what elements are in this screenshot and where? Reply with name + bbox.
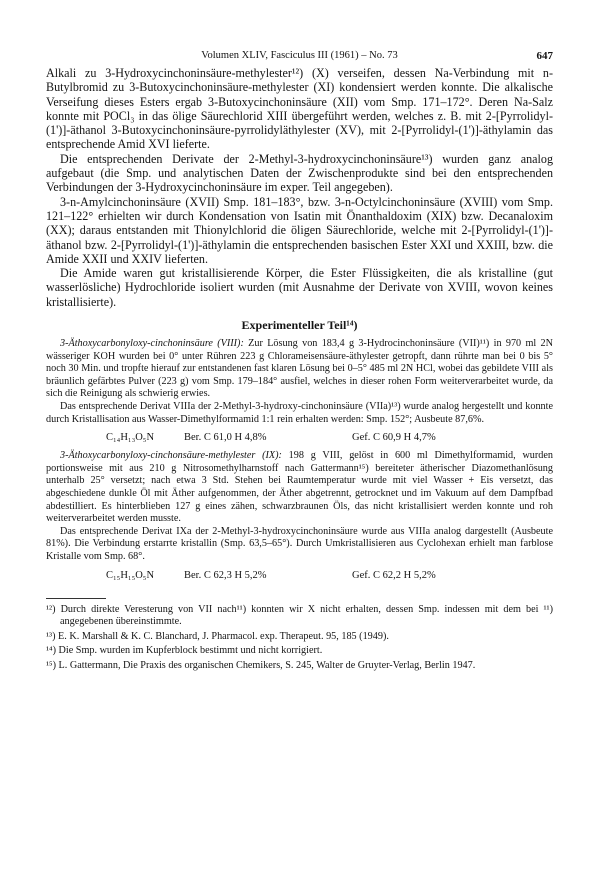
intro-paragraph-2: Die entsprechenden Derivate der 2-Methyl-3-hydroxycinchoninsäure¹³) wurden ganz analog aufgebaut (die Smp. und analytischen Daten der Zwischenprodukte sind bei den entsprechenden Verbindungen der 3-Hydroxycinchoninsäure im exper. Teil angegeben).: [46, 151, 553, 195]
experiment-paragraph-ixa: Das entsprechende Derivat IXa der 2-Methyl-3-hydroxycinchoninsäure wurde aus VIIIa analog dargestellt (Ausbeute 81%). Die Verbindung erstarrte kristallin (Smp. 63,5–65°). Durch Umkristallisieren aus Cyclohexan erhielt man farblose Kristalle vom Smp. 68°.: [46, 525, 553, 562]
analysis-formula-2: [46, 568, 553, 584]
formula-calculated: Ber. C 62,3 H 5,2%: [184, 569, 267, 581]
intro-paragraph-4: Die Amide waren gut kristallisierende Körper, die Ester Flüssigkeiten, die als kristalline (gut wasserlösliche) Hydrochloride isoliert wurden (mit Ausnahme der Derivate von XVIII, wovon keines kristallisierte).: [46, 266, 553, 309]
analysis-formula-1: [46, 430, 553, 446]
footnotes: [46, 592, 553, 673]
footnote-13: ¹³) E. K. Marshall & K. C. Blanchard, J. Pharmacol. exp. Therapeut. 95, 185 (1949).: [46, 630, 389, 642]
compound-title-viii: 3-Äthoxycarbonyloxy-cinchoninsäure (VIII):: [60, 338, 244, 350]
formula-found: Gef. C 60,9 H 4,7%: [352, 432, 436, 444]
footnote-12: ¹²) Durch direkte Veresterung von VII nach¹¹) konnten wir X nicht erhalten, dessen Smp. indessen mit dem bei ¹¹) angegebenen übereinstimmte.: [46, 603, 553, 628]
running-head-title: Volumen XLIV, Fasciculus III (1961) – No. 73: [201, 50, 398, 61]
experiment-paragraph-ix: [46, 450, 553, 526]
section-heading-experimental: Experimenteller Teil¹⁴): [241, 318, 358, 333]
intro-paragraph-3: 3-n-Amylcinchoninsäure (XVII) Smp. 181–183°, bzw. 3-n-Octylcinchoninsäure (XVIII) vom Smp. 121–122° erhielten wir durch Kondensation von Isatin mit Önanthaldoxim (XIX) bzw. Decanaloxim (XX); daraus entstanden mit Thionylchlorid die öligen Säurechloride, welche mit 2-[Pyrrolidyl-(1')]-äthanol bzw. 2-[Pyrrolidyl-(1')]-äthylamin die entsprechenden basischen Ester XXI und XXIII, bzw. die Amide XXII und XXIV lieferten.: [46, 194, 553, 266]
intro-paragraph-1: Alkali zu 3-Hydroxycinchoninsäure-methylester¹²) (X) verseifen, dessen Na-Verbindung mit n-Butylbromid zu 3-Butoxycinchoninsäure-methylester (XI) kondensiert werden konnte. Die alkalische Verseifung dieses Esters ergab 3-Butoxycinchoninsäure (XII) vom Smp. 171–172°. Deren Na-Salz konnte mit POCl₃ in das ölige Säurechlorid XIII übergeführt werden, welches z. B. mit 2-[Pyrrolidyl-(1')]-äthanol 3-Butoxycinchoninsäure-pyrrolidyläthylester (XV), mit 2-[Pyrrolidyl-(1')]-äthylamin das entsprechende Amid XVI lieferte.: [46, 66, 553, 152]
page-number: 647: [536, 50, 553, 62]
experiment-text-ix: 198 g VIII, gelöst in 600 ml Dimethylformamid, wurden portionsweise mit aus 210 g Nitrosomethylharnstoff nach Gattermann¹⁵) bereiteter ätherischer Diazomethanlösung unterhalb 25° versetzt; nach etwa 3 Std. Stehen bei Raumtemperatur wurde mit viel Wasser + Eis versetzt, das abgeschiedene dunkle Öl mit Äther aufgenommen, der Äther abgetrennt, getrocknet und im Vakuum auf dem Dampfbad abdestilliert. Es hinterblieben 127 g eines zähen, schwarzbraunen Öls, das nicht kristallisiert werden konnte und roh weiterverarbeitet werden musste.: [46, 450, 553, 525]
journal-page: [46, 50, 553, 675]
experiment-paragraph-viiia: Das entsprechende Derivat VIIIa der 2-Methyl-3-hydroxy-cinchoninsäure (VIIa)¹³) wurde analog hergestellt und konnte durch Kristallisation aus Wasser-Dimethylformamid 1:1 rein erhalten werden: Smp. 152°; Ausbeute 87,6%.: [46, 401, 553, 425]
footnote-15: ¹⁵) L. Gattermann, Die Praxis des organischen Chemikers, S. 245, Walter de Gruyter-Verlag, Berlin 1947.: [46, 659, 476, 671]
formula-name: C₁₄H₁₃O₅N: [106, 432, 155, 444]
footnote-14: ¹⁴) Die Smp. wurden im Kupferblock bestimmt und nicht korrigiert.: [46, 645, 323, 657]
experiment-paragraph-viii: [46, 338, 553, 401]
experiment-text-viii: Zur Lösung von 183,4 g 3-Hydrocinchoninsäure (VII)¹¹) in 970 ml 2N wässeriger KOH wurden bei 0° unter Rühren 223 g Chlorameisensäure-äthylester getropft, dann rührte man bei 0 bis 5° noch 30 Min. und tropfte hierauf zur entstandenen fast klaren Lösung bei 0–5° 485 ml 2N HCl, wobei das gebildete VIII als bräunlich gefärbtes Pulver (223 g) vom Smp. 179–184° ausfiel, welches in dieser rohen Form weiterverarbeitet wurde, da sich die Reinigung als schwierig erwies.: [46, 338, 554, 400]
footnote-divider: [46, 598, 106, 599]
formula-name: C₁₅H₁₅O₅N: [106, 569, 155, 581]
formula-found: Gef. C 62,2 H 5,2%: [352, 569, 436, 581]
formula-calculated: Ber. C 61,0 H 4,8%: [184, 432, 267, 444]
compound-title-ix: 3-Äthoxycarbonyloxy-cinchonsäure-methylester (IX):: [60, 450, 282, 462]
running-header: [46, 50, 553, 66]
